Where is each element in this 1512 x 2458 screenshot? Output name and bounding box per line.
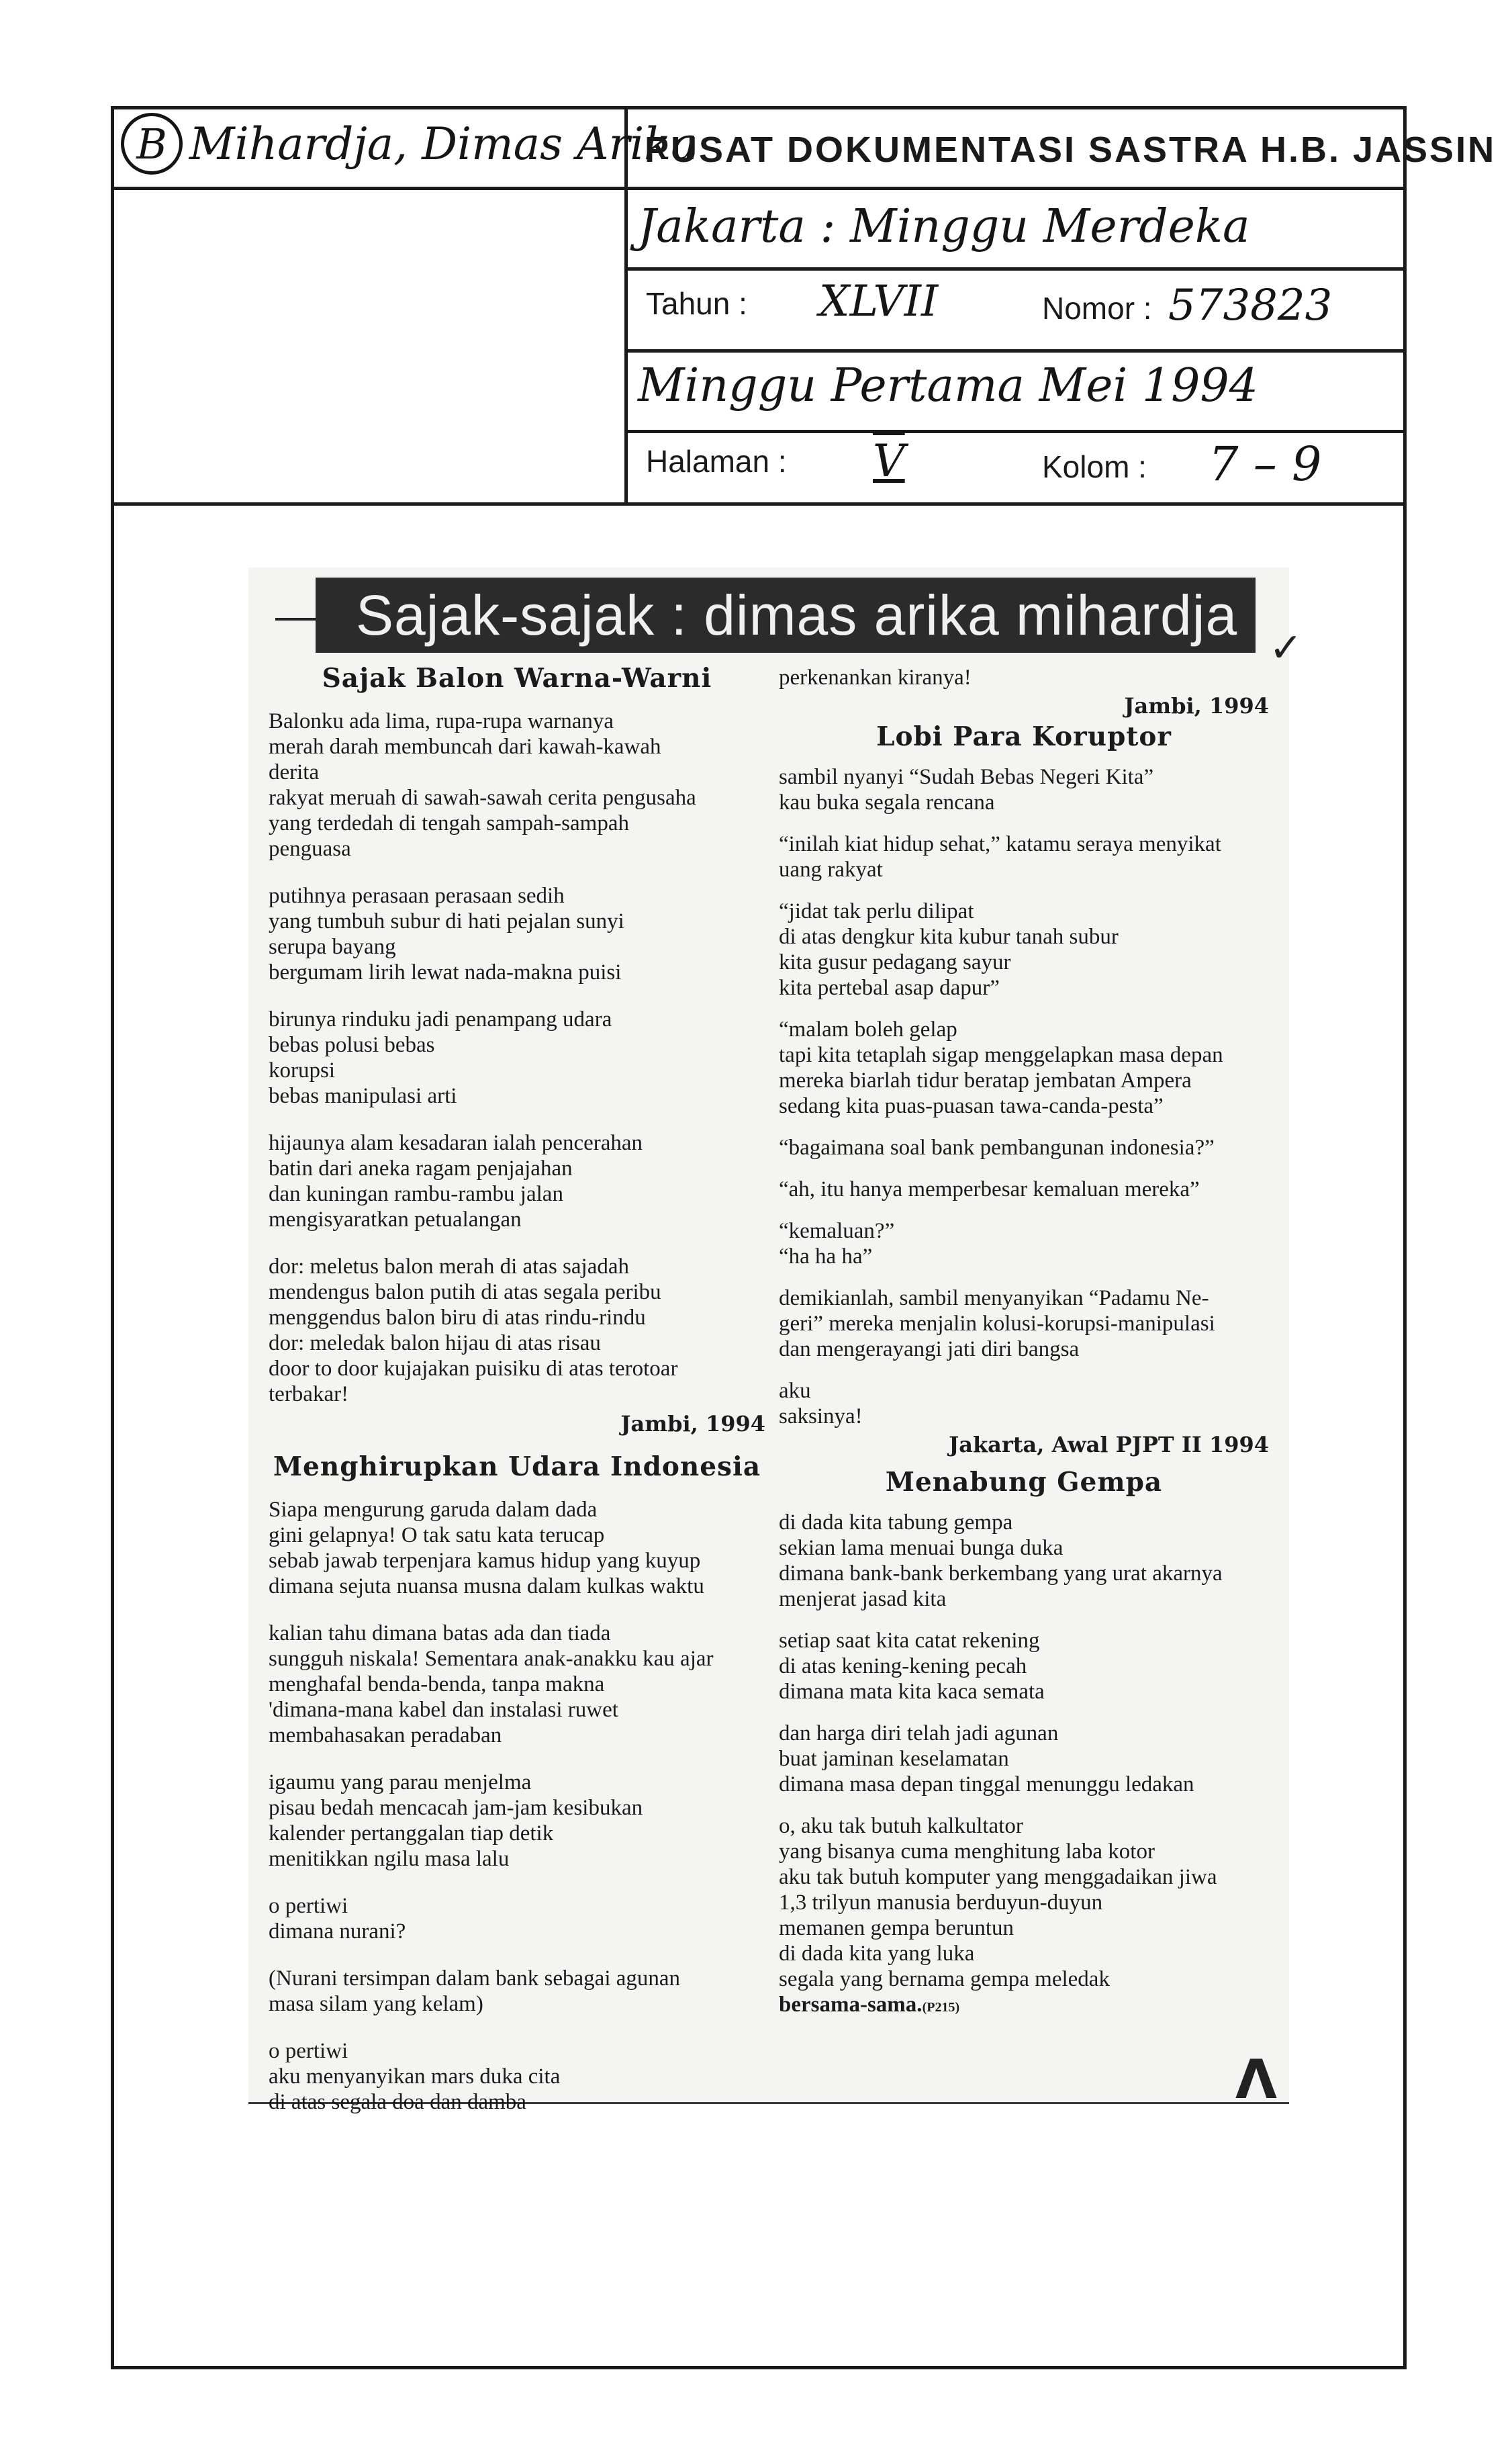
poem-line: gini gelapnya! O tak satu kata terucap [269, 1523, 605, 1547]
tahun-label: Tahun : [646, 286, 747, 321]
right-column [779, 665, 1269, 2020]
poem-line: segala yang bernama gempa meledak [779, 1967, 1110, 1991]
poem-line: kalian tahu dimana batas ada dan tiada [269, 1621, 611, 1645]
clipping-banner [316, 578, 1256, 653]
poem-line: “inilah kiat hidup sehat,” katamu seraya menyikat [779, 832, 1221, 856]
poem-line: buat jaminan keselamatan [779, 1747, 1009, 1771]
poem-line: yang bisanya cuma menghitung laba kotor [779, 1839, 1155, 1864]
poem-line: “bagaimana soal bank pembangunan indonesia?” [779, 1136, 1215, 1160]
poem-signature: Jambi, 1994 [620, 1411, 765, 1437]
stanza [269, 1497, 765, 1599]
poem-line [779, 1992, 1269, 2020]
poem-line: serupa bayang [269, 935, 396, 959]
institution-name: PUSAT DOKUMENTASI SASTRA H.B. JASSIN [645, 130, 1497, 170]
stanza [269, 1966, 765, 2017]
nomor-value: 573823 [1168, 281, 1333, 330]
poem-line: sedang kita puas-puasan tawa-canda-pesta” [779, 1094, 1164, 1118]
poem-line: menghafal benda-benda, tanpa makna [269, 1672, 605, 1696]
poem-line: geri” mereka menjalin kolusi-korupsi-manipulasi [779, 1312, 1215, 1336]
header-row-rule-4 [624, 430, 1407, 433]
poem-line: memanen gempa beruntun [779, 1916, 1014, 1940]
poem-line: demikianlah, sambil menyanyikan “Padamu Ne- [779, 1286, 1209, 1310]
stanza [779, 1017, 1269, 1119]
stanza [779, 1285, 1269, 1362]
poem-line: dimana bank-bank berkembang yang urat akarnya [779, 1561, 1223, 1586]
stanza [779, 1218, 1269, 1269]
stanza [269, 2038, 765, 2115]
poem-line: “jidat tak perlu dilipat [779, 899, 974, 923]
header-row-rule-2 [624, 267, 1407, 271]
poem-line: o, aku tak butuh kalkultator [779, 1814, 1023, 1838]
poem-line: hijaunya alam kesadaran ialah pencerahan [269, 1131, 643, 1155]
poem-line: dimana nurani? [269, 1919, 406, 1944]
poem-line: di dada kita tabung gempa [779, 1510, 1013, 1535]
poem-line: birunya rinduku jadi penampang udara [269, 1007, 612, 1032]
poem-title: Menghirupkan Udara Indonesia [273, 1451, 761, 1482]
poem-line: batin dari aneka ragam penjajahan [269, 1156, 573, 1181]
poem-sajak-balon [269, 663, 765, 1437]
poem-line: sekian lama menuai bunga duka [779, 1536, 1064, 1560]
poem-line: “kemaluan?” [779, 1219, 895, 1243]
poem-line: korupsi [269, 1058, 335, 1083]
header-row-rule-3 [624, 349, 1407, 353]
poem-line: aku tak butuh komputer yang menggadaikan jiwa [779, 1865, 1217, 1889]
poem-line: masa silam yang kelam) [269, 1992, 483, 2016]
kolom-value: 7 – 9 [1209, 437, 1322, 492]
poem-line: menjerat jasad kita [779, 1587, 947, 1611]
stanza [779, 1813, 1269, 2020]
poem-line: Siapa mengurung garuda dalam dada [269, 1498, 598, 1522]
stanza [779, 1378, 1269, 1429]
category-letter: B [136, 119, 167, 169]
poem-line: bebas manipulasi arti [269, 1084, 457, 1108]
poem-line-text: bersama-sama. [779, 1993, 923, 2017]
poem-menabung-gempa [779, 1469, 1269, 2020]
poem-line: derita [269, 760, 320, 784]
end-code: (P215) [922, 2000, 960, 2015]
stanza [779, 1628, 1269, 1704]
stanza [269, 1254, 765, 1407]
stanza [269, 709, 765, 862]
poem-line: door to door kujajakan puisiku di atas terotoar [269, 1357, 678, 1381]
stanza [269, 883, 765, 985]
poem-line: bergumam lirih lewat nada-makna puisi [269, 960, 622, 985]
author-handwritten: Mihardja, Dimas Arika [189, 118, 698, 170]
stanza [269, 1130, 765, 1232]
header-top-rule [111, 106, 1407, 109]
halaman-label: Halaman : [646, 444, 787, 479]
poem-title: Menabung Gempa [885, 1467, 1163, 1498]
stanza [779, 1177, 1269, 1202]
poem-line: putihnya perasaan perasaan sedih [269, 884, 565, 908]
poem-line: terbakar! [269, 1382, 349, 1406]
nomor-label: Nomor : [1042, 291, 1152, 326]
poem-line: bebas polusi bebas [269, 1033, 435, 1057]
stanza [779, 1135, 1269, 1160]
category-circle-mark [121, 113, 183, 175]
poem-line: pisau bedah mencacah jam-jam kesibukan [269, 1796, 643, 1820]
halaman-value: V [873, 435, 905, 487]
poem-line: di atas kening-kening pecah [779, 1654, 1027, 1678]
poem-line: membahasakan peradaban [269, 1723, 502, 1747]
kolom-label: Kolom : [1042, 449, 1147, 484]
poem-line: sebab jawab terpenjara kamus hidup yang kuyup [269, 1549, 701, 1573]
poem-line: di atas dengkur kita kubur tanah subur [779, 925, 1119, 949]
poem-line: “ah, itu hanya memperbesar kemaluan mereka” [779, 1177, 1200, 1201]
poem-line: penguasa [269, 837, 351, 861]
poem-line: Balonku ada lima, rupa-rupa warnanya [269, 709, 614, 733]
date-handwritten: Minggu Pertama Mei 1994 [638, 359, 1258, 412]
poem-line: dor: meletus balon merah di atas sajadah [269, 1255, 629, 1279]
poem-line: (Nurani tersimpan dalam bank sebagai agunan [269, 1966, 681, 1991]
poem-line: uang rakyat [779, 858, 883, 882]
banner-title: Sajak-sajak : dimas arika mihardja [356, 583, 1238, 647]
poem-line: setiap saat kita catat rekening [779, 1629, 1040, 1653]
poem-line: dan mengerayangi jati diri bangsa [779, 1337, 1080, 1361]
header-row-rule-1 [111, 187, 1407, 190]
stanza [269, 1007, 765, 1109]
poem-line: mengisyaratkan petualangan [269, 1208, 522, 1232]
stanza [269, 1770, 765, 1872]
stanza [779, 899, 1269, 1001]
tahun-value: XLVII [819, 277, 939, 326]
poem-line: sambil nyanyi “Sudah Bebas Negeri Kita” [779, 765, 1154, 789]
poem-line: “malam boleh gelap [779, 1017, 957, 1042]
poem-lobi-para-koruptor [779, 721, 1269, 1457]
left-column [269, 662, 765, 2115]
poem-line: kita pertebal asap dapur” [779, 976, 1000, 1000]
stanza [779, 764, 1269, 815]
poem-line: dimana mata kita kaca semata [779, 1680, 1045, 1704]
poem-line: merah darah membuncah dari kawah-kawah [269, 735, 661, 759]
margin-mark-bottom: Λ [1235, 2048, 1277, 2111]
poem-line: dan harga diri telah jadi agunan [779, 1721, 1059, 1745]
poem-menghirupkan-udara [269, 1451, 765, 2115]
poem-line: 'dimana-mana kabel dan instalasi ruwet [269, 1698, 618, 1722]
poem-title: Lobi Para Koruptor [876, 721, 1172, 752]
poem-line: “ha ha ha” [779, 1244, 873, 1269]
poem-line: perkenankan kiranya! [779, 666, 972, 690]
poem-line: sungguh niskala! Sementara anak-anakku kau ajar [269, 1647, 714, 1671]
stanza [779, 831, 1269, 882]
poem-line: menitikkan ngilu masa lalu [269, 1847, 510, 1871]
poem-line: mendengus balon putih di atas segala peribu [269, 1280, 661, 1304]
poem-continuation [779, 665, 1269, 719]
poem-title: Sajak Balon Warna-Warni [322, 663, 712, 694]
poem-line: saksinya! [779, 1404, 863, 1428]
poem-line: aku menyanyikan mars duka cita [269, 2064, 561, 2089]
poem-line: yang tumbuh subur di hati pejalan sunyi [269, 909, 624, 934]
poem-line: o pertiwi [269, 1894, 348, 1918]
poem-line: kau buka segala rencana [779, 790, 995, 815]
poem-line: tapi kita tetaplah sigap menggelapkan masa depan [779, 1043, 1223, 1067]
poem-signature: Jambi, 1994 [1124, 693, 1269, 719]
poem-signature: Jakarta, Awal PJPT II 1994 [949, 1432, 1269, 1457]
stanza [779, 1721, 1269, 1797]
poem-line: aku [779, 1379, 811, 1403]
header-left-rule [111, 106, 114, 506]
poem-line: igaumu yang parau menjelma [269, 1770, 532, 1794]
poem-line: kalender pertanggalan tiap detik [269, 1821, 554, 1846]
poem-line: di atas segala doa dan damba [269, 2090, 526, 2114]
stanza [779, 1510, 1269, 1612]
poem-line: dimana sejuta nuansa musna dalam kulkas waktu [269, 1574, 704, 1598]
poem-line: 1,3 trilyun manusia berduyun-duyun [779, 1891, 1103, 1915]
publication-handwritten: Jakarta : Minggu Merdeka [638, 200, 1250, 253]
poem-line: dan kuningan rambu-rambu jalan [269, 1182, 563, 1206]
poem-line: yang terdedah di tengah sampah-sampah [269, 811, 629, 835]
poem-line: dor: meledak balon hijau di atas risau [269, 1331, 601, 1355]
poem-line: mereka biarlah tidur beratap jembatan Ampera [779, 1068, 1192, 1093]
stanza [269, 1893, 765, 1944]
poem-line: kita gusur pedagang sayur [779, 950, 1011, 974]
poem-line: dimana masa depan tinggal menunggu ledakan [779, 1772, 1194, 1796]
margin-mark-top: ✓ [1269, 625, 1303, 672]
stanza [269, 1621, 765, 1748]
poem-line: rakyat meruah di sawah-sawah cerita pengusaha [269, 786, 696, 810]
poem-line: menggendus balon biru di atas rindu-rindu [269, 1306, 646, 1330]
poem-line: o pertiwi [269, 2039, 348, 2063]
poem-line: di dada kita yang luka [779, 1942, 975, 1966]
